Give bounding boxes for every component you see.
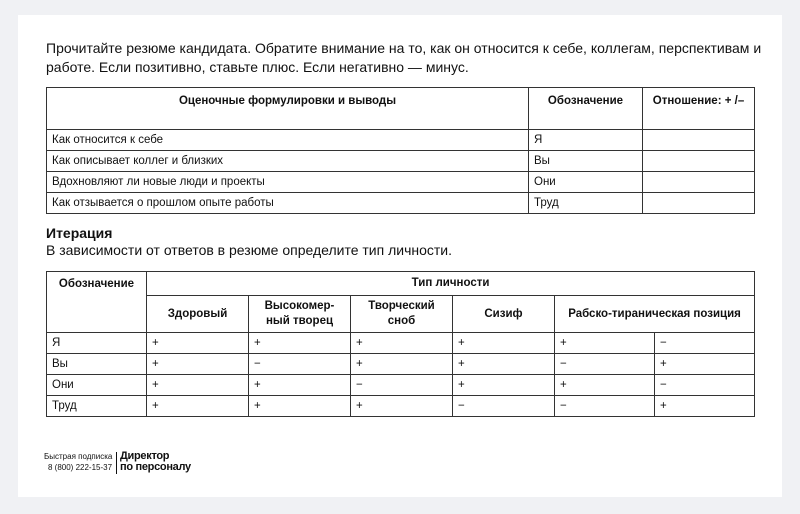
table-cell xyxy=(643,151,755,172)
row-label: Вы xyxy=(47,354,147,375)
logo-line-2: по персоналу xyxy=(120,461,191,473)
type-header: Творческий сноб xyxy=(351,296,453,333)
table-cell: Они xyxy=(529,172,643,193)
table-row xyxy=(47,375,755,396)
table-cell xyxy=(643,172,755,193)
logo-line-1: Директор xyxy=(120,450,170,462)
table-cell xyxy=(643,130,755,151)
table-cell: Я xyxy=(529,130,643,151)
table-cell: + xyxy=(655,354,755,375)
table-cell: + xyxy=(555,333,655,354)
table-cell: − xyxy=(655,375,755,396)
type-header-row xyxy=(47,296,755,333)
table-cell: + xyxy=(249,375,351,396)
type-header: Высокомер- ный творец xyxy=(249,296,351,333)
column-header: Оценочные формулировки и выводы xyxy=(47,88,529,130)
row-label: Я xyxy=(47,333,147,354)
table-row xyxy=(47,172,755,193)
table-cell: + xyxy=(249,396,351,417)
personality-type-table xyxy=(46,271,755,417)
table-cell: Как описывает коллег и близких xyxy=(47,151,529,172)
row-label: Они xyxy=(47,375,147,396)
subscribe-label: Быстрая подписка xyxy=(44,452,113,461)
table-cell: − xyxy=(249,354,351,375)
table-cell: − xyxy=(555,396,655,417)
column-header: Отношение: + /– xyxy=(643,88,755,130)
table-cell: − xyxy=(555,354,655,375)
magazine-logo xyxy=(120,451,191,473)
table-row xyxy=(47,193,755,214)
table-cell: + xyxy=(351,354,453,375)
assessment-table xyxy=(46,87,755,214)
table-cell: + xyxy=(453,354,555,375)
table-cell: Вы xyxy=(529,151,643,172)
type-header: Здоровый xyxy=(147,296,249,333)
section-subtitle: В зависимости от ответов в резюме определите тип личности. xyxy=(46,242,453,258)
table-cell: Как отзывается о прошлом опыте работы xyxy=(47,193,529,214)
table-cell: + xyxy=(655,396,755,417)
table-cell: + xyxy=(147,375,249,396)
column-header: Обозначение xyxy=(529,88,643,130)
table-row xyxy=(47,354,755,375)
type-header: Рабско-тираническая позиция xyxy=(555,296,755,333)
table-cell: + xyxy=(351,333,453,354)
footer-divider xyxy=(116,452,117,474)
table-cell: + xyxy=(147,396,249,417)
table-cell: + xyxy=(249,333,351,354)
type-header: Сизиф xyxy=(453,296,555,333)
table-row xyxy=(47,333,755,354)
table-cell xyxy=(643,193,755,214)
row-label: Труд xyxy=(47,396,147,417)
phone-number: 8 (800) 222-15-37 xyxy=(48,463,113,472)
table-header-row xyxy=(47,272,755,296)
table-cell: Как относится к себе xyxy=(47,130,529,151)
table-cell: + xyxy=(453,375,555,396)
table-row xyxy=(47,151,755,172)
table-cell: + xyxy=(147,354,249,375)
table-row xyxy=(47,130,755,151)
corner-header: Обозначение xyxy=(47,272,147,333)
group-header: Тип личности xyxy=(147,272,755,296)
section-title: Итерация xyxy=(46,225,113,241)
table-cell: − xyxy=(655,333,755,354)
table-cell: − xyxy=(453,396,555,417)
table-cell: + xyxy=(351,396,453,417)
table-cell: + xyxy=(147,333,249,354)
table-cell: + xyxy=(555,375,655,396)
table-header-row xyxy=(47,88,755,130)
table-cell: − xyxy=(351,375,453,396)
document-sheet xyxy=(18,15,782,497)
table-cell: Вдохновляют ли новые люди и проекты xyxy=(47,172,529,193)
table-row xyxy=(47,396,755,417)
table-cell: Труд xyxy=(529,193,643,214)
table-cell: + xyxy=(453,333,555,354)
intro-text: Прочитайте резюме кандидата. Обратите внимание на то, как он относится к себе, коллегам, перспективам и работе. Если позитивно, ставьте плюс. Если негативно — минус. xyxy=(46,40,762,75)
